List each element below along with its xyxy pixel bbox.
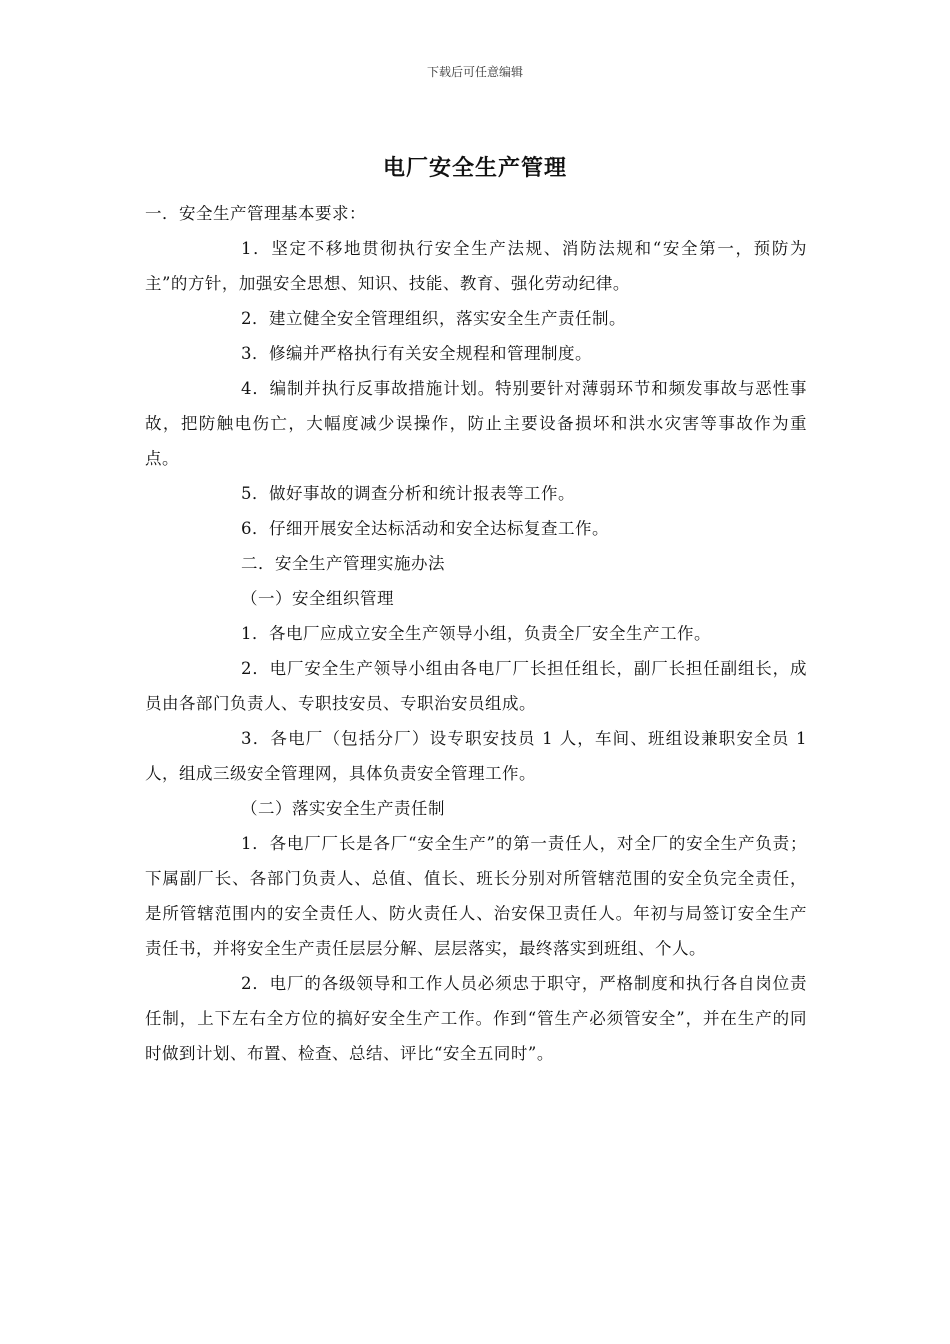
org-item-2: 2．电厂安全生产领导小组由各电厂厂长担任组长，副厂长担任副组长，成员由各部门负责人、专职技安员、专职治安员组成。 [145, 659, 807, 713]
subsection-heading-responsibility: （二）落实安全生产责任制 [241, 799, 445, 818]
document-title: 电厂安全生产管理 [382, 155, 567, 181]
responsibility-item-2: 2．电厂的各级领导和工作人员必须忠于职守，严格制度和执行各自岗位责任制，上下左右全方位的搞好安全生产工作。作到“管生产必须管安全”，并在生产的同时做到计划、布置、检查、总结、评比“安全五同时”。 [145, 974, 807, 1063]
org-item-3: 3．各电厂（包括分厂）设专职安技员 1 人，车间、班组设兼职安全员 1 人，组成三级安全管理网，具体负责安全管理工作。 [145, 729, 807, 783]
responsibility-item-1: 1．各电厂厂长是各厂“安全生产”的第一责任人，对全厂的安全生产负责；下属副厂长、各部门负责人、总值、值长、班长分别对所管辖范围的安全负完全责任，是所管辖范围内的安全责任人、防火责任人、治安保卫责任人。年初与局签订安全生产责任书，并将安全生产责任层层分解、层层落实，最终落实到班组、个人。 [145, 834, 807, 958]
section-heading-1: 一．安全生产管理基本要求： [145, 204, 366, 223]
requirement-item-6: 6．仔细开展安全达标活动和安全达标复查工作。 [241, 519, 609, 538]
requirement-item-3: 3．修编并严格执行有关安全规程和管理制度。 [241, 344, 592, 363]
requirement-item-4: 4．编制并执行反事故措施计划。特别要针对薄弱环节和频发事故与恶性事故，把防触电伤亡，大幅度减少误操作，防止主要设备损坏和洪水灾害等事故作为重点。 [145, 379, 807, 468]
subsection-heading-org: （一）安全组织管理 [241, 589, 394, 608]
section-heading-2: 二．安全生产管理实施办法 [241, 554, 445, 573]
document-body [145, 196, 807, 1071]
org-item-1: 1．各电厂应成立安全生产领导小组，负责全厂安全生产工作。 [241, 624, 711, 643]
requirement-item-2: 2．建立健全安全管理组织，落实安全生产责任制。 [241, 309, 626, 328]
requirement-item-1: 1．坚定不移地贯彻执行安全生产法规、消防法规和“安全第一，预防为主”的方针，加强安全思想、知识、技能、教育、强化劳动纪律。 [145, 239, 807, 293]
page-header-note: 下载后可任意编辑 [426, 65, 523, 79]
requirement-item-5: 5．做好事故的调查分析和统计报表等工作。 [241, 484, 575, 503]
